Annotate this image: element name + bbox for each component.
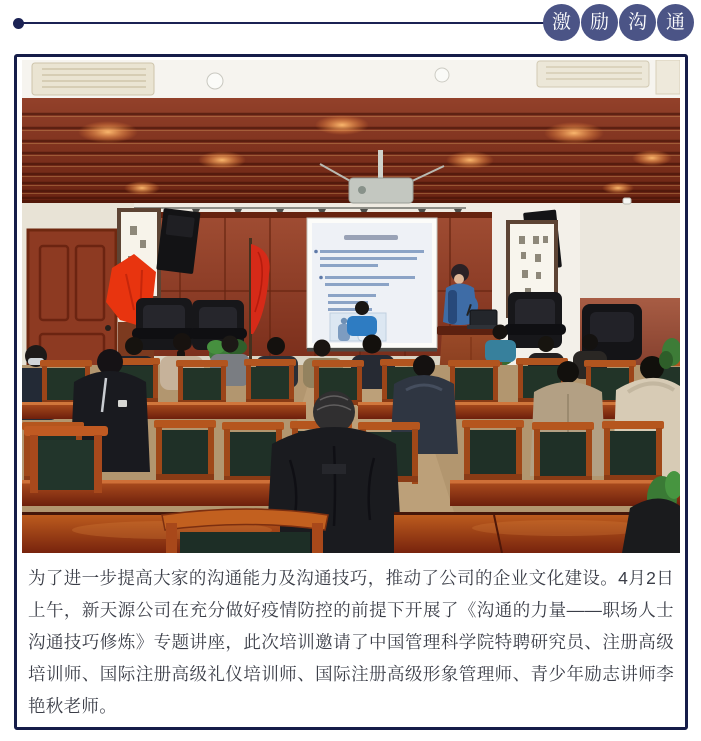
header-badge-1: 激	[543, 4, 580, 41]
ac-vent-left	[32, 63, 154, 95]
article-content-box	[14, 54, 688, 730]
ceiling-light	[207, 73, 223, 89]
header-badge-3: 沟	[619, 4, 656, 41]
header-badge-4: 通	[657, 4, 694, 41]
wall-speaker-left	[156, 208, 200, 274]
ceiling-light	[435, 68, 449, 82]
article-paragraph: 为了进一步提高大家的沟通能力及沟通技巧，推动了公司的企业文化建设。4月2日上午，新天源公司在充分做好疫情防控的前提下开展了《沟通的力量——职场人士沟通技巧修炼》专题讲座，此次培训邀请了中国管理科学院特聘研究员、注册高级培训师、国际注册高级礼仪培训师、国际注册高级形象管理师、青少年励志讲师李艳秋老师。	[28, 568, 674, 716]
meeting-room-scene	[22, 60, 680, 553]
laptop	[470, 310, 497, 327]
security-camera	[623, 198, 631, 204]
slide-title	[344, 235, 398, 240]
header-badge-2: 励	[581, 4, 618, 41]
header-badge-group	[542, 4, 694, 41]
training-session-photo[interactable]	[22, 60, 680, 553]
header-divider-line	[21, 22, 548, 24]
